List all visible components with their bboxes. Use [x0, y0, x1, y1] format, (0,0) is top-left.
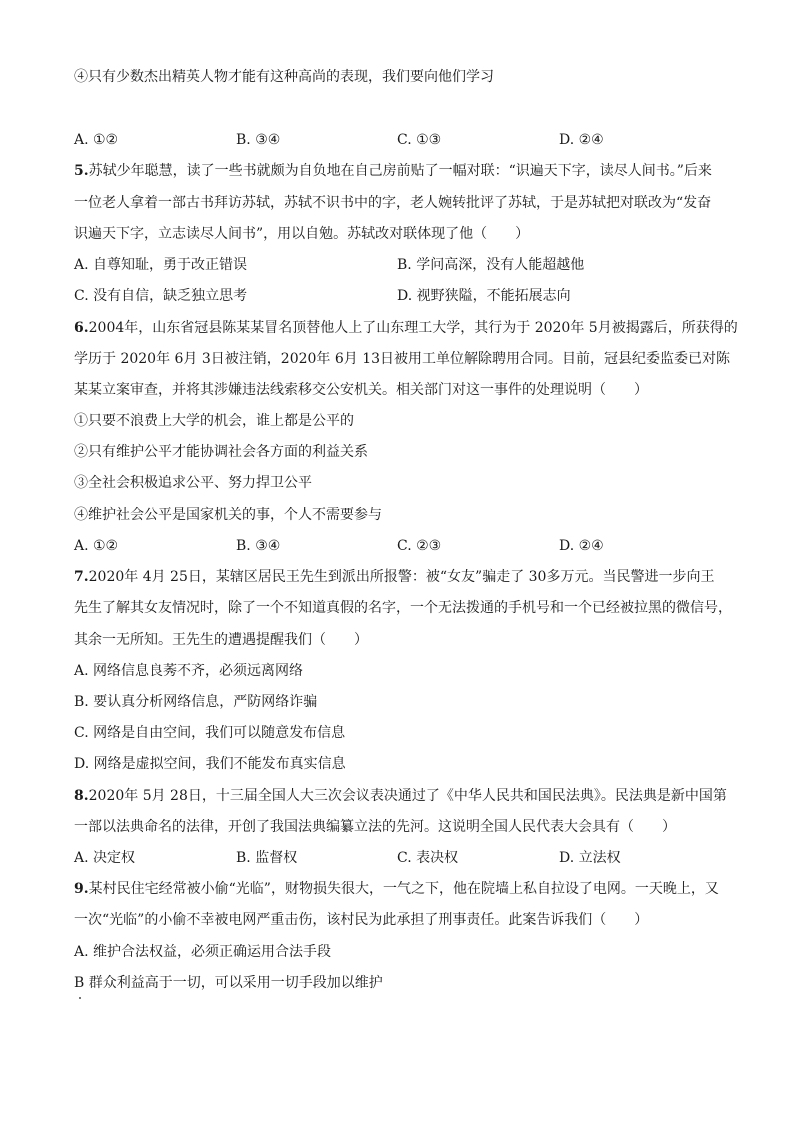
option-c[interactable]: C. 表决权: [397, 850, 459, 866]
question-number: 7.: [74, 569, 89, 585]
option-d[interactable]: D. ②④: [559, 132, 604, 148]
option-c[interactable]: C. ②③: [397, 538, 442, 554]
q6-line-2: 学历于 2020年 6月 3日被注销，2020年 6月 13日被用工单位解除聘用合同。目前，冠县纪委监委已对陈: [74, 351, 731, 367]
option-c[interactable]: C. 网络是自由空间，我们可以随意发布信息: [74, 725, 346, 741]
q4-options: [74, 130, 724, 150]
question-number: 8.: [74, 788, 89, 804]
q6-statement-3: ③全社会积极追求公平、努力捍卫公平: [74, 475, 312, 491]
stray-mark: [79, 997, 81, 999]
q5-line-1: 5.苏轼少年聪慧，读了一些书就颇为自负地在自己房前贴了一幅对联：“识遍天下字，读尽人间书。”后来: [74, 163, 712, 179]
question-number: 5.: [74, 163, 89, 179]
statement-4: ④只有少数杰出精英人物才能有这种高尚的表现，我们要向他们学习: [74, 69, 494, 85]
option-a[interactable]: A. 决定权: [74, 850, 136, 866]
option-b[interactable]: B. 学问高深，没有人能超越他: [397, 257, 585, 273]
option-a[interactable]: A. ①②: [74, 132, 119, 148]
q6-options: [74, 536, 724, 556]
q8-line-1: 8.2020年 5月 28日，十三届全国人大三次会议表决通过了《中华人民共和国民法典》。民法典是新中国第: [74, 788, 727, 804]
option-d[interactable]: D. ②④: [559, 538, 604, 554]
q6-statement-2: ②只有维护公平才能协调社会各方面的利益关系: [74, 444, 368, 460]
option-b[interactable]: B. ③④: [236, 538, 281, 554]
question-number: 9.: [74, 881, 89, 897]
q7-line-3: 其余一无所知。王先生的遭遇提醒我们（ ）: [74, 632, 368, 648]
q6-line-3: 某某立案审查，并将其涉嫌违法线索移交公安机关。相关部门对这一事件的处理说明（ ）: [74, 382, 648, 398]
option-b[interactable]: B. ③④: [236, 132, 281, 148]
q8-line-2: 一部以法典命名的法律，开创了我国法典编纂立法的先河。这说明全国人民代表大会具有（ ）: [74, 819, 676, 835]
q6-line-1: 6.2004年，山东省冠县陈某某冒名顶替他人上了山东理工大学，其行为于 2020年 5月被揭露后，所获得的: [74, 320, 738, 336]
option-b[interactable]: B. 监督权: [236, 850, 298, 866]
q5-line-3: 识遍天下字，立志读尽人间书”，用以自勉。苏轼改对联体现了他（ ）: [74, 226, 530, 242]
option-d[interactable]: D. 视野狭隘，不能拓展志向: [397, 288, 571, 304]
option-a[interactable]: A. ①②: [74, 538, 119, 554]
q8-options: [74, 848, 724, 868]
option-a[interactable]: A. 维护合法权益，必须正确运用合法手段: [74, 944, 332, 960]
option-c[interactable]: C. ①③: [397, 132, 442, 148]
option-c[interactable]: C. 没有自信，缺乏独立思考: [74, 288, 248, 304]
q6-statement-4: ④维护社会公平是国家机关的事，个人不需要参与: [74, 507, 382, 523]
option-d[interactable]: D. 立法权: [559, 850, 621, 866]
option-a[interactable]: A. 自尊知耻，勇于改正错误: [74, 257, 248, 273]
q9-line-1: 9.某村民住宅经常被小偷“光临”，财物损失很大，一气之下，他在院墙上私自拉设了电网。一天晚上，又: [74, 881, 719, 897]
q5-options-row-1: [74, 255, 724, 275]
q7-line-2: 先生了解其女友情况时，除了一个不知道真假的名字，一个无法拨通的手机号和一个已经被拉黑的微信号，: [74, 600, 732, 616]
option-b[interactable]: B 群众利益高于一切，可以采用一切手段加以维护: [74, 975, 383, 991]
q5-options-row-2: [74, 286, 724, 306]
option-a[interactable]: A. 网络信息良莠不齐，必须远离网络: [74, 663, 304, 679]
q6-statement-1: ①只要不浪费上大学的机会，谁上都是公平的: [74, 413, 354, 429]
question-number: 6.: [74, 320, 89, 336]
q7-line-1: 7.2020年 4月 25日，某辖区居民王先生到派出所报警：被“女友”骗走了 30多万元。当民警进一步向王: [74, 569, 715, 585]
q5-line-2: 一位老人拿着一部古书拜访苏轼，苏轼不识书中的字，老人婉转批评了苏轼，于是苏轼把对联改为“发奋: [74, 195, 712, 211]
option-b[interactable]: B. 要认真分析网络信息，严防网络诈骗: [74, 694, 318, 710]
option-d[interactable]: D. 网络是虚拟空间，我们不能发布真实信息: [74, 756, 346, 772]
q9-line-2: 一次“光临”的小偷不幸被电网严重击伤，该村民为此承担了刑事责任。此案告诉我们（ ）: [74, 912, 649, 928]
